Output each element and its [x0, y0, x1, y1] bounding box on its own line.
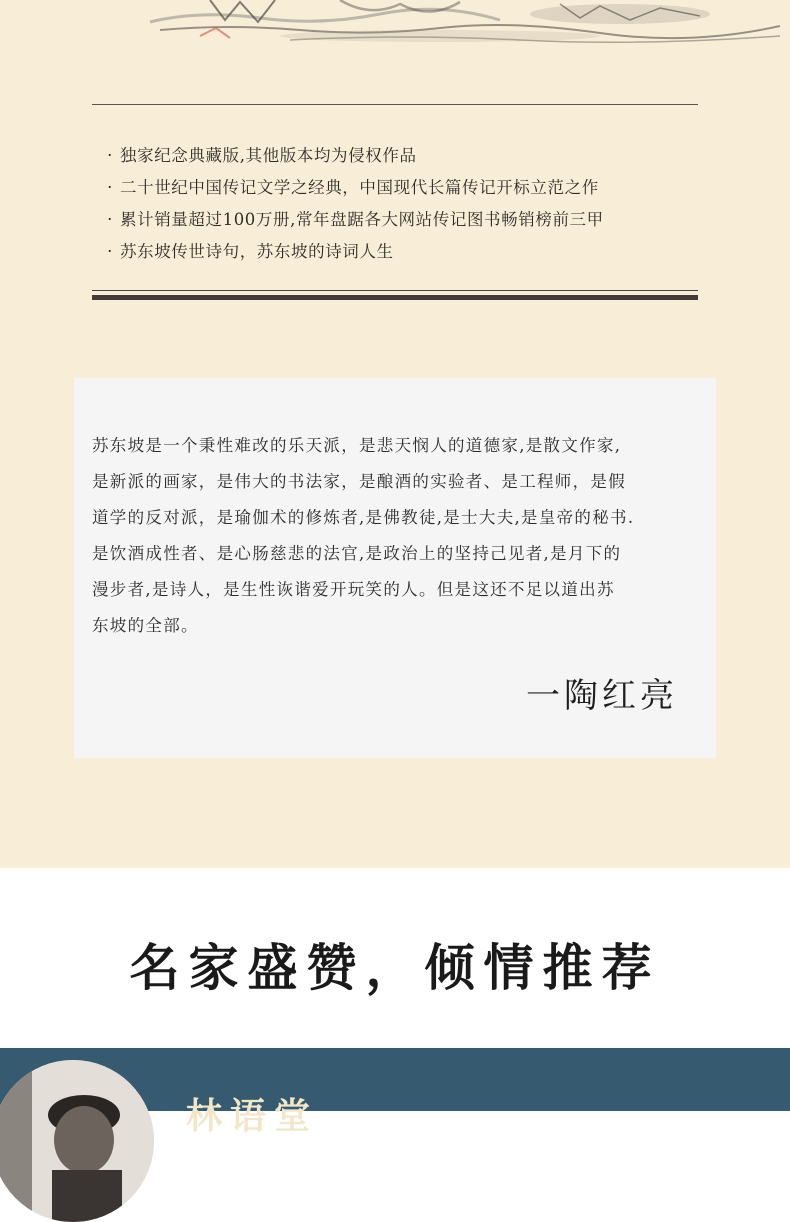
list-item: · 累计销量超过100万册,常年盘踞各大网站传记图书畅销榜前三甲 — [100, 204, 710, 236]
quote-line: 东坡的全部。 — [92, 616, 199, 635]
quote-line: 苏东坡是一个秉性难改的乐天派，是悲天悯人的道德家,是散文作家, — [92, 436, 622, 455]
list-item: · 苏东坡传世诗句，苏东坡的诗词人生 — [100, 236, 710, 268]
bottom-divider-thin — [92, 290, 698, 291]
bottom-divider-thick — [92, 295, 698, 300]
recommender-portrait-icon — [0, 1060, 154, 1222]
quote-text — [92, 428, 700, 644]
bullet: · — [107, 242, 113, 261]
quote-line: 漫步者,是诗人，是生性诙谐爱开玩笑的人。但是这还不足以道出苏 — [92, 580, 615, 599]
bullet: · — [107, 146, 113, 165]
recommender-band — [0, 1048, 790, 1137]
quote-author: 一陶红亮 — [526, 676, 678, 716]
quote-line: 是新派的画家，是伟大的书法家，是酿酒的实验者、是工程师，是假 — [92, 472, 626, 491]
quote-card — [74, 378, 716, 758]
ink-landscape-painting-icon — [140, 0, 790, 48]
bullet: · — [107, 178, 113, 197]
section-title: 名家盛赞，倾情推荐 — [129, 938, 661, 997]
quote-line: 道学的反对派，是瑜伽术的修炼者,是佛教徒,是士大夫,是皇帝的秘书. — [92, 508, 635, 527]
top-divider — [92, 104, 698, 105]
list-item: · 独家纪念典藏版,其他版本均为侵权作品 — [100, 140, 710, 172]
list-item: · 二十世纪中国传记文学之经典，中国现代长篇传记开标立范之作 — [100, 172, 710, 204]
recommender-name: 林语堂 — [186, 1095, 319, 1137]
feature-list — [100, 140, 710, 268]
bullet: · — [107, 210, 113, 229]
quote-line: 是饮酒成性者、是心肠慈悲的法官,是政治上的坚持己见者,是月下的 — [92, 544, 622, 563]
